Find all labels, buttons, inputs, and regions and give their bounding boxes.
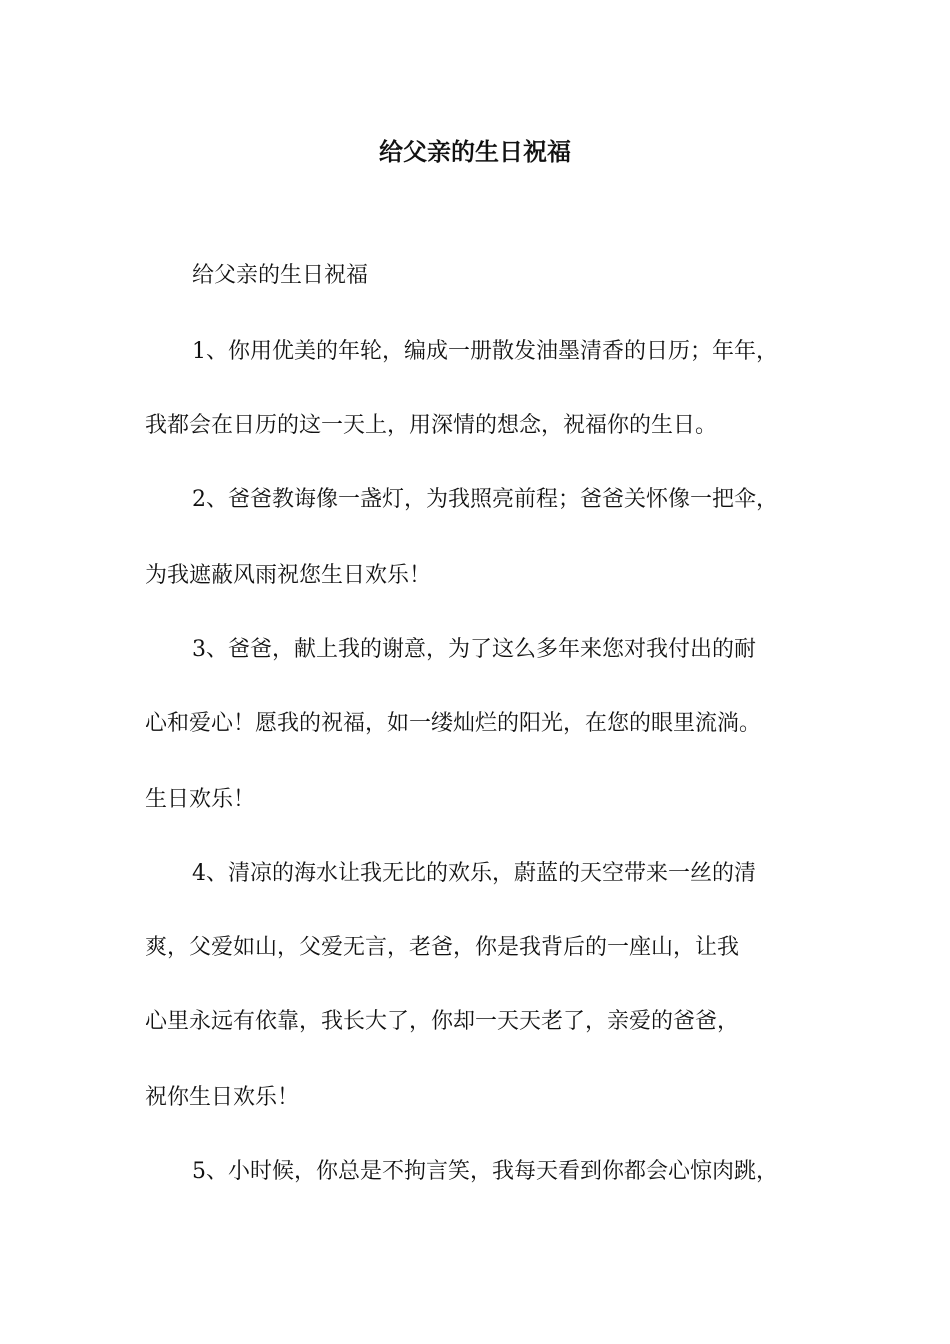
document-title: 给父亲的生日祝福 bbox=[379, 137, 571, 166]
paragraph-4-line-3: 心里永远有依靠，我长大了，你却一天天老了，亲爱的爸爸， bbox=[145, 1009, 740, 1034]
paragraph-2-line-2: 为我遮蔽风雨祝您生日欢乐！ bbox=[145, 563, 432, 588]
paragraph-1-line-1: 1、你用优美的年轮，编成一册散发油墨清香的日历；年年， bbox=[192, 339, 778, 364]
paragraph-3-line-3: 生日欢乐！ bbox=[145, 787, 256, 812]
paragraph-4-line-4: 祝你生日欢乐！ bbox=[145, 1085, 300, 1110]
paragraph-4-line-1: 4、清凉的海水让我无比的欢乐，蔚蓝的天空带来一丝的清 bbox=[192, 861, 756, 886]
paragraph-5-line-1: 5、小时候，你总是不拘言笑，我每天看到你都会心惊肉跳， bbox=[192, 1159, 778, 1184]
subtitle-line: 给父亲的生日祝福 bbox=[192, 263, 369, 288]
paragraph-3-line-1: 3、爸爸，献上我的谢意，为了这么多年来您对我付出的耐 bbox=[192, 637, 756, 662]
paragraph-4-line-2: 爽，父爱如山，父爱无言，老爸，你是我背后的一座山，让我 bbox=[145, 935, 740, 960]
paragraph-2-line-1: 2、爸爸教诲像一盏灯，为我照亮前程；爸爸关怀像一把伞， bbox=[192, 487, 778, 512]
paragraph-1-line-2: 我都会在日历的这一天上，用深情的想念，祝福你的生日。 bbox=[145, 413, 718, 438]
paragraph-3-line-2: 心和爱心！愿我的祝福，如一缕灿烂的阳光，在您的眼里流淌。 bbox=[145, 711, 762, 736]
